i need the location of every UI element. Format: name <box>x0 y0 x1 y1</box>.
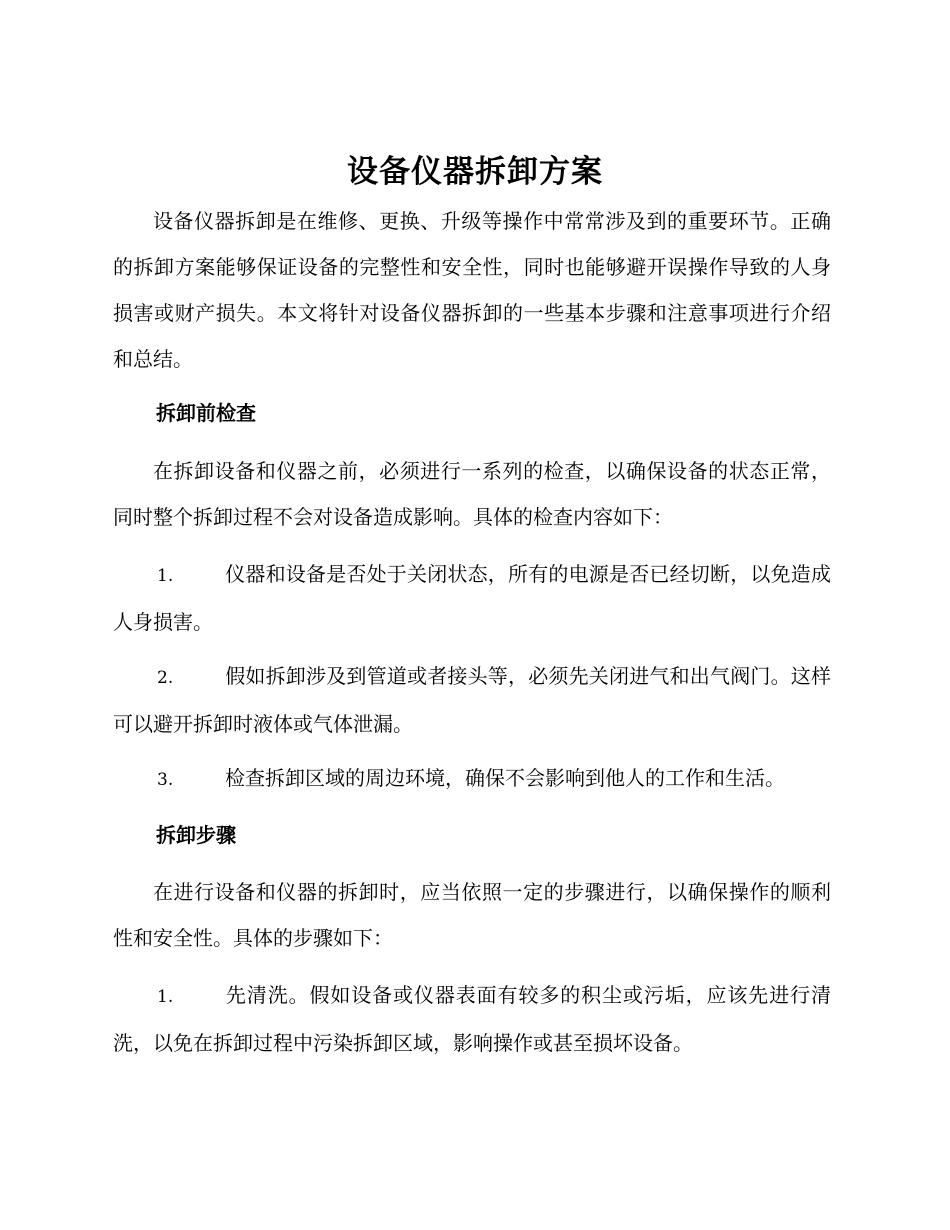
section-heading-pre-check: 拆卸前检查 <box>156 401 256 425</box>
list-item-number: 3. <box>157 770 174 790</box>
list-item <box>113 755 831 803</box>
intro-paragraph: 设备仪器拆卸是在维修、更换、升级等操作中常常涉及到的重要环节。正确的拆卸方案能够保证设备的完整性和安全性，同时也能够避开误操作导致的人身损害或财产损失。本文将针对设备仪器拆卸的一些基本步骤和注意事项进行介绍和总结。 <box>113 209 831 371</box>
list-item <box>113 972 831 1066</box>
list-item <box>113 551 831 645</box>
list-item <box>113 653 831 747</box>
document-title: 设备仪器拆卸方案 <box>347 154 603 190</box>
steps-paragraph: 在进行设备和仪器的拆卸时，应当依照一定的步骤进行，以确保操作的顺利性和安全性。具体的步骤如下： <box>113 880 831 950</box>
list-item-number: 2. <box>157 668 174 688</box>
list-item-text: 检查拆卸区域的周边环境，确保不会影响到他人的工作和生活。 <box>225 766 785 790</box>
list-item-number: 1. <box>157 987 174 1007</box>
list-item-text: 先清洗。假如设备或仪器表面有较多的积尘或污垢，应该先进行清洗，以免在拆卸过程中污染拆卸区域，影响操作或甚至损坏设备。 <box>113 983 831 1055</box>
list-item-number: 1. <box>157 566 174 586</box>
list-item-text: 假如拆卸涉及到管道或者接头等，必须先关闭进气和出气阀门。这样可以避开拆卸时液体或气体泄漏。 <box>113 664 831 736</box>
pre-check-paragraph: 在拆卸设备和仪器之前，必须进行一系列的检查，以确保设备的状态正常，同时整个拆卸过程不会对设备造成影响。具体的检查内容如下： <box>113 459 831 529</box>
section-heading-steps: 拆卸步骤 <box>156 823 236 847</box>
list-item-text: 仪器和设备是否处于关闭状态，所有的电源是否已经切断，以免造成人身损害。 <box>113 562 831 634</box>
